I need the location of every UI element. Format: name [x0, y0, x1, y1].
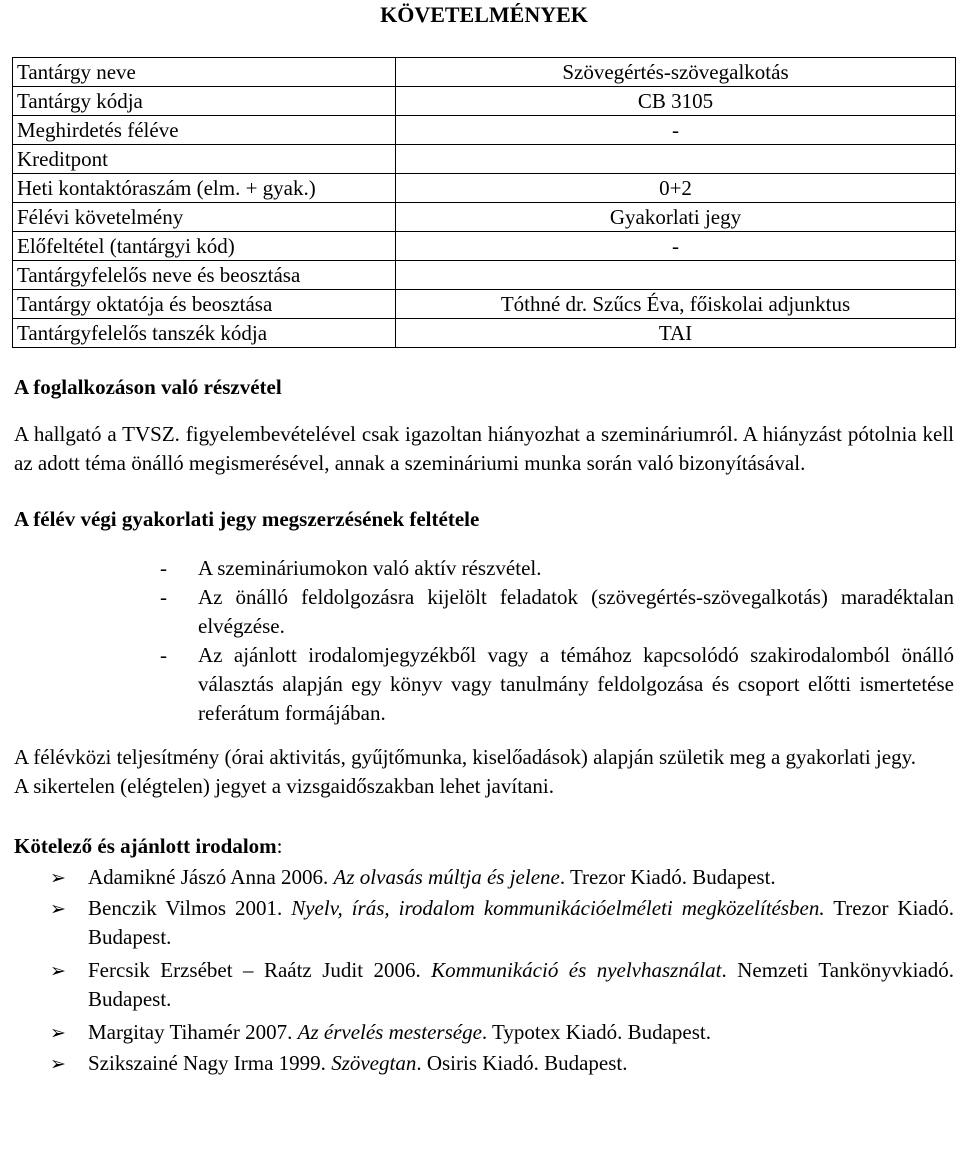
row-value-semester: - — [396, 116, 956, 145]
literature-list — [14, 863, 954, 1078]
row-label-credits: Kreditpont — [13, 145, 396, 174]
attendance-text: A hallgató a TVSZ. figyelembevételével csak igazoltan hiányozhat a szemináriumról. A hiányzást pótolnia kell az adott téma önálló megismerésével, annak a szemináriumi munka során való bizonyításával. — [14, 422, 954, 475]
row-label-responsible: Tantárgyfelelős neve és beosztása — [13, 261, 396, 290]
literature-author: Adamikné Jászó Anna 2006. — [88, 865, 334, 889]
list-item — [50, 956, 954, 1014]
literature-author: Margitay Tihamér 2007. — [88, 1020, 298, 1044]
row-label-requirement: Félévi követelmény — [13, 203, 396, 232]
row-label-department: Tantárgyfelelős tanszék kódja — [13, 319, 396, 348]
list-item — [160, 554, 954, 583]
row-value-course-code: CB 3105 — [396, 87, 956, 116]
literature-heading-colon: : — [276, 834, 283, 858]
table-row — [13, 116, 956, 145]
requirements-list — [14, 554, 954, 728]
arrow-bullet-icon: ➢ — [50, 1022, 66, 1044]
row-label-course-code: Tantárgy kódja — [13, 87, 396, 116]
requirement-text: A szemináriumokon való aktív részvétel. — [198, 556, 542, 580]
row-value-department: TAI — [396, 319, 956, 348]
grade-conditions-heading: A félév végi gyakorlati jegy megszerzésének feltétele — [14, 507, 480, 531]
row-label-weekly-hours: Heti kontaktóraszám (elm. + gyak.) — [13, 174, 396, 203]
table-row — [13, 261, 956, 290]
literature-author: Benczik Vilmos 2001. — [88, 896, 292, 920]
literature-publisher: . Typotex Kiadó. Budapest. — [481, 1020, 712, 1044]
dash-marker: - — [160, 585, 167, 609]
row-label-prerequisite: Előfeltétel (tantárgyi kód) — [13, 232, 396, 261]
arrow-bullet-icon: ➢ — [50, 898, 66, 920]
literature-heading-text: Kötelező és ajánlott irodalom — [14, 834, 277, 858]
dash-marker: - — [160, 643, 167, 667]
document-title: KÖVETELMÉNYEK — [380, 2, 588, 27]
dash-marker: - — [160, 556, 167, 580]
course-info-table — [12, 57, 956, 348]
list-item — [160, 583, 954, 641]
row-label-course-name: Tantárgy neve — [13, 58, 396, 87]
row-value-responsible — [396, 261, 956, 290]
literature-publisher: . Osiris Kiadó. Budapest. — [416, 1051, 628, 1075]
retake-text: A sikertelen (elégtelen) jegyet a vizsgaidőszakban lehet javítani. — [14, 774, 554, 798]
literature-publisher: . Trezor Kiadó. Budapest. — [559, 865, 776, 889]
list-item — [160, 641, 954, 728]
list-item — [50, 894, 954, 952]
literature-author: Szikszainé Nagy Irma 1999. — [88, 1051, 332, 1075]
arrow-bullet-icon: ➢ — [50, 1053, 66, 1075]
table-row — [13, 58, 956, 87]
row-value-course-name: Szövegértés-szövegalkotás — [396, 58, 956, 87]
literature-title: Az olvasás múltja és jelene — [333, 865, 560, 889]
semester-performance-text: A félévközi teljesítmény (órai aktivitás, gyűjtőmunka, kiselőadások) alapján születik meg a gyakorlati jegy. — [14, 745, 916, 769]
requirement-text: Az ajánlott irodalomjegyzékből vagy a témához kapcsolódó szakirodalomból önálló választás alapján egy könyv vagy tanulmány feldolgozása és csoport előtti ismertetése referátum formájában. — [198, 643, 954, 725]
row-value-weekly-hours: 0+2 — [396, 174, 956, 203]
literature-title: Szövegtan — [331, 1051, 417, 1075]
row-value-requirement: Gyakorlati jegy — [396, 203, 956, 232]
table-row — [13, 87, 956, 116]
literature-title: Kommunikáció és nyelvhasználat — [431, 958, 722, 982]
literature-publisher: . Nemzeti Tankönyvkiadó. Budapest. — [88, 958, 954, 1011]
row-label-semester: Meghirdetés féléve — [13, 116, 396, 145]
table-row — [13, 319, 956, 348]
table-row — [13, 145, 956, 174]
arrow-bullet-icon: ➢ — [50, 960, 66, 982]
literature-heading — [14, 831, 954, 861]
table-row — [13, 232, 956, 261]
literature-author: Fercsik Erzsébet – Raátz Judit 2006. — [88, 958, 432, 982]
row-label-instructor: Tantárgy oktatója és beosztása — [13, 290, 396, 319]
list-item — [50, 1018, 954, 1047]
document-page — [14, 0, 954, 1078]
row-value-instructor: Tóthné dr. Szűcs Éva, főiskolai adjunktus — [396, 290, 956, 319]
table-row — [13, 174, 956, 203]
table-row — [13, 290, 956, 319]
list-item — [50, 1049, 954, 1078]
literature-title: Az érvelés mestersége — [297, 1020, 482, 1044]
row-value-prerequisite: - — [396, 232, 956, 261]
table-row — [13, 203, 956, 232]
requirement-text: Az önálló feldolgozásra kijelölt feladatok (szövegértés-szövegalkotás) maradéktalan elvégzése. — [198, 585, 954, 638]
row-value-credits — [396, 145, 956, 174]
literature-title: Nyelv, írás, irodalom kommunikációelméleti megközelítésben. — [291, 896, 825, 920]
literature-publisher: Trezor Kiadó. Budapest. — [88, 896, 954, 949]
arrow-bullet-icon: ➢ — [50, 867, 66, 889]
list-item — [50, 863, 954, 892]
attendance-heading: A foglalkozáson való részvétel — [14, 375, 282, 399]
